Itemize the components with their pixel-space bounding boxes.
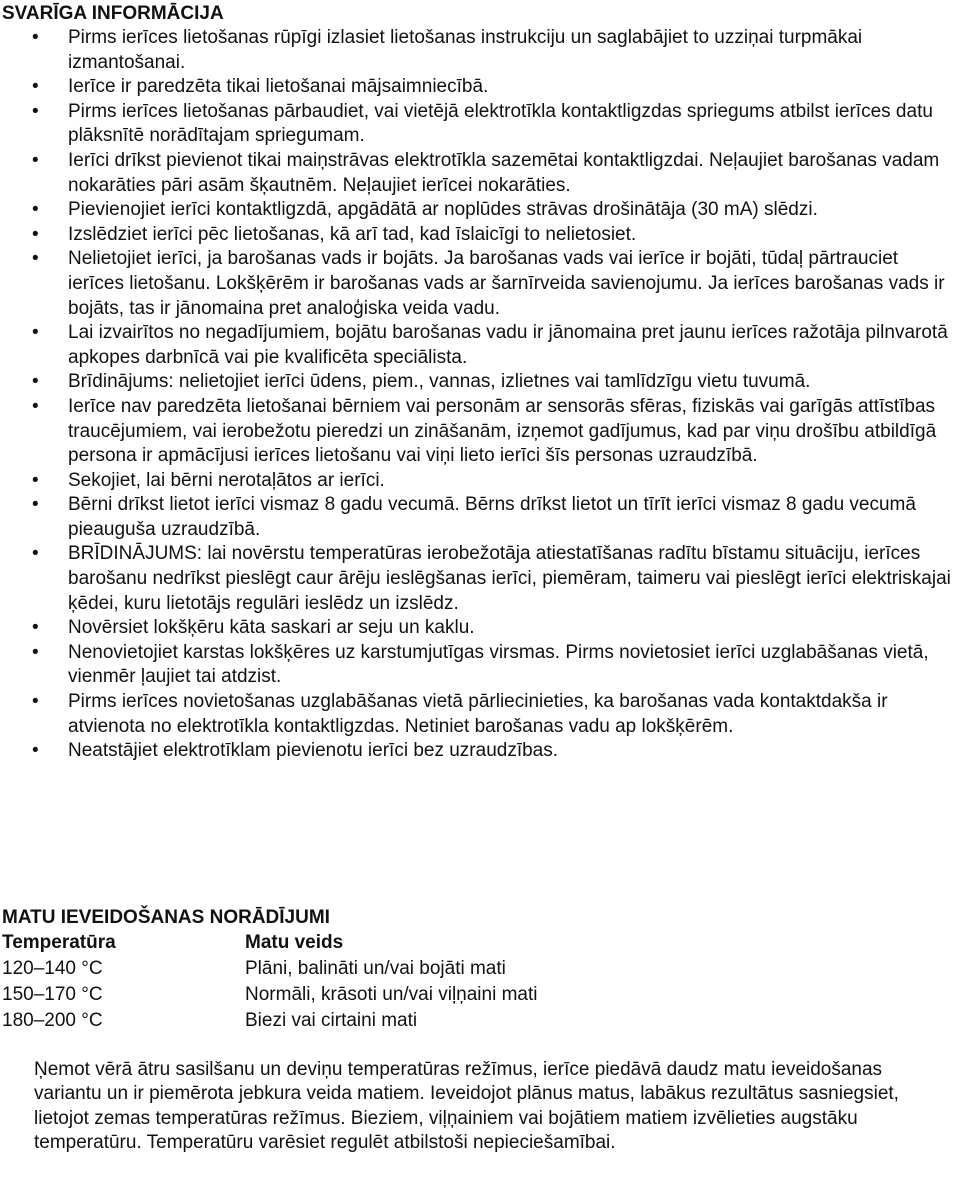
temperature-header: Temperatūra	[2, 932, 116, 953]
hair-type-cell: Normāli, krāsoti un/vai viļņaini mati	[245, 984, 538, 1005]
safety-item: • Novērsiet lokšķēru kāta saskari ar seju un kaklu.	[0, 616, 952, 641]
temperature-table	[2, 930, 538, 1034]
safety-item: • Brīdinājums: nelietojiet ierīci ūdens, piem., vannas, izlietnes vai tamlīdzīgu vietu tuvumā.	[0, 370, 952, 395]
safety-item: • Sekojiet, lai bērni nerotaļātos ar ierīci.	[0, 469, 952, 494]
safety-item: • Nelietojiet ierīci, ja barošanas vads ir bojāts. Ja barošanas vads vai ierīce ir bojāti, tūdaļ pārtrauciet ierīces lietošanu. Lokšķērēm ir barošanas vads ar šarnīrveida savienojumu. Ja ierīces barošanas vads ir bojāts, tas ir jānomaina pret analoģiska veida vadu.	[0, 247, 952, 321]
temperature-cell: 180–200 °C	[2, 1010, 103, 1031]
safety-item: • Ierīci drīkst pievienot tikai maiņstrāvas elektrotīkla sazemētai kontaktligzdai. Neļaujiet barošanas vadam nokarāties pāri asām šķautnēm. Neļaujiet ierīcei nokarāties.	[0, 149, 952, 198]
hair-type-cell: Plāni, balināti un/vai bojāti mati	[245, 958, 506, 979]
safety-list	[0, 26, 952, 764]
safety-item: • Pievienojiet ierīci kontaktligzdā, apgādātā ar noplūdes strāvas drošinātāja (30 mA) slēdzi.	[0, 198, 952, 223]
safety-item: • Pirms ierīces novietošanas uzglabāšanas vietā pārliecinieties, ka barošanas vada kontaktdakša ir atvienota no elektrotīkla kontaktligzdas. Netiniet barošanas vadu ap lokšķērēm.	[0, 690, 952, 739]
safety-item: • Pirms ierīces lietošanas rūpīgi izlasiet lietošanas instrukciju un saglabājiet to uzziņai turpmākai izmantošanai.	[0, 26, 952, 75]
table-row	[2, 956, 538, 982]
temperature-cell: 150–170 °C	[2, 984, 103, 1005]
safety-item: • Neatstājiet elektrotīklam pievienotu ierīci bez uzraudzības.	[0, 739, 952, 764]
safety-item: • Bērni drīkst lietot ierīci vismaz 8 gadu vecumā. Bērns drīkst lietot un tīrīt ierīci vismaz 8 gadu vecumā pieauguša uzraudzībā.	[0, 493, 952, 542]
safety-item: • BRĪDINĀJUMS: lai novērstu temperatūras ierobežotāja atiestatīšanas radītu bīstamu situāciju, ierīces barošanu nedrīkst pieslēgt caur ārēju ieslēgšanas ierīci, piemēram, taimeru vai pieslēgt ierīci elektriskajai ķēdei, kuru lietotājs regulāri ieslēdz un izslēdz.	[0, 542, 952, 616]
table-row	[2, 982, 538, 1008]
styling-note: Ņemot vērā ātru sasilšanu un deviņu temperatūras režīmus, ierīce piedāvā daudz matu ieveidošanas variantu un ir piemērota jebkura veida matiem. Ieveidojot plānus matus, labākus rezultātus sasniegsiet, lietojot zemas temperatūras režīmus. Bieziem, viļņainiem vai bojātiem matiem izvēlieties augstāku temperatūru. Temperatūru varēsiet regulēt atbilstoši nepieciešamībai.	[34, 1059, 899, 1154]
safety-item: • Pirms ierīces lietošanas pārbaudiet, vai vietējā elektrotīkla kontaktligzdas spriegums atbilst ierīces datu plāksnītē norādītajam spriegumam.	[0, 100, 952, 149]
table-header-row	[2, 930, 538, 956]
safety-section-title: SVARĪGA INFORMĀCIJA	[2, 3, 224, 24]
safety-item: • Ierīce ir paredzēta tikai lietošanai mājsaimniecībā.	[0, 75, 952, 100]
table-row	[2, 1008, 538, 1034]
safety-item: • Nenovietojiet karstas lokšķēres uz karstumjutīgas virsmas. Pirms novietosiet ierīci uzglabāšanas vietā, vienmēr ļaujiet tai atdzist.	[0, 641, 952, 690]
safety-item: • Ierīce nav paredzēta lietošanai bērniem vai personām ar sensorās sfēras, fiziskās vai garīgās attīstības traucējumiem, vai ierobežotu pieredzi un zināšanām, izņemot gadījumus, kad par viņu drošību atbildīgā persona ir apmācījusi ierīces lietošanu vai viņi lieto ierīci šīs personas uzraudzībā.	[0, 395, 952, 469]
temperature-cell: 120–140 °C	[2, 958, 103, 979]
safety-item: • Lai izvairītos no negadījumiem, bojātu barošanas vadu ir jānomaina pret jaunu ierīces ražotāja pilnvarotā apkopes darbnīcā vai pie kvalificēta speciālista.	[0, 321, 952, 370]
styling-section-title: MATU IEVEIDOŠANAS NORĀDĪJUMI	[2, 907, 330, 928]
hair-type-cell: Biezi vai cirtaini mati	[245, 1010, 418, 1031]
hair-type-header: Matu veids	[245, 932, 344, 953]
safety-item: • Izslēdziet ierīci pēc lietošanas, kā arī tad, kad īslaicīgi to nelietosiet.	[0, 223, 952, 248]
